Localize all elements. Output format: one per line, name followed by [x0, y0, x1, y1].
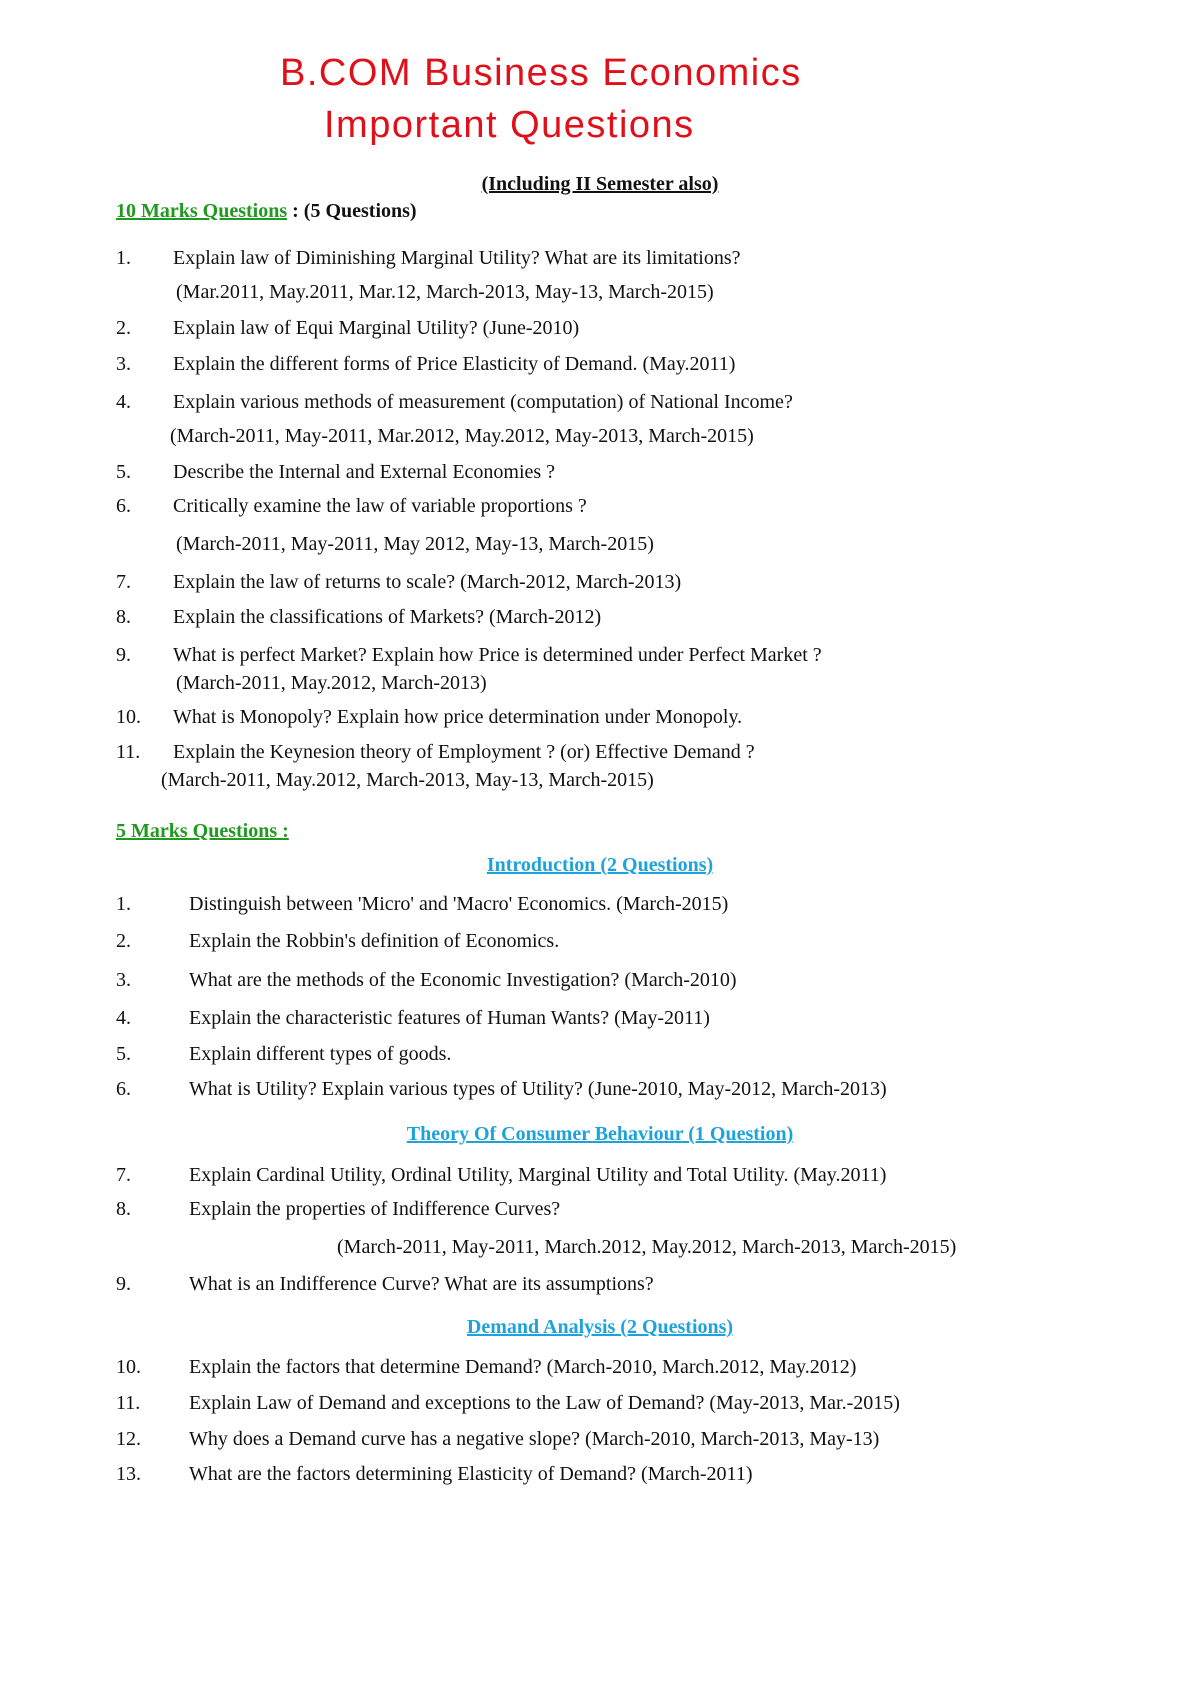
ten-marks-heading-suffix: : (5 Questions) — [287, 200, 417, 222]
question-dates: (Mar.2011, May.2011, Mar.12, March-2013, May-13, March-2015) — [176, 281, 714, 303]
question-number: 1. — [116, 247, 131, 269]
question-dates: (March-2011, May.2012, March-2013, May-13, March-2015) — [161, 769, 654, 791]
question-dates: (March-2011, May-2011, Mar.2012, May.2012, May-2013, March-2015) — [170, 425, 754, 447]
question-text: What is Utility? Explain various types of Utility? (June-2010, May-2012, March-2013) — [189, 1078, 887, 1100]
question-text: What is an Indifference Curve? What are its assumptions? — [189, 1273, 654, 1295]
question-text: Explain law of Equi Marginal Utility? (June-2010) — [173, 317, 580, 339]
question-number: 9. — [116, 1273, 131, 1295]
ten-marks-heading-row — [116, 199, 417, 223]
question-number: 7. — [116, 1164, 131, 1186]
question-text: Why does a Demand curve has a negative slope? (March-2010, March-2013, May-13) — [189, 1428, 880, 1450]
question-text: Explain the properties of Indifference Curves? — [189, 1198, 561, 1220]
question-number: 2. — [116, 317, 131, 339]
question-number: 4. — [116, 1007, 131, 1029]
question-text: Explain Law of Demand and exceptions to the Law of Demand? (May-2013, Mar.-2015) — [189, 1392, 900, 1414]
question-number: 3. — [116, 353, 131, 375]
five-marks-heading: 5 Marks Questions : — [116, 820, 289, 842]
question-number: 5. — [116, 461, 131, 483]
question-text: Explain different types of goods. — [189, 1043, 452, 1065]
question-text: Explain the classifications of Markets? (March-2012) — [173, 606, 602, 628]
question-text: Explain the characteristic features of Human Wants? (May-2011) — [189, 1007, 710, 1029]
question-number: 11. — [116, 741, 141, 763]
question-number: 3. — [116, 969, 131, 991]
question-number: 6. — [116, 1078, 131, 1100]
question-text: Explain the different forms of Price Elasticity of Demand. (May.2011) — [173, 353, 736, 375]
ten-marks-heading: 10 Marks Questions — [116, 200, 288, 222]
page-title-line1: B.COM Business Economics — [280, 52, 802, 94]
question-number: 12. — [116, 1428, 141, 1450]
question-text: What is Monopoly? Explain how price determination under Monopoly. — [173, 706, 743, 728]
question-number: 2. — [116, 930, 131, 952]
question-dates: (March-2011, May-2011, May 2012, May-13, March-2015) — [176, 533, 654, 555]
question-text: Explain law of Diminishing Marginal Utility? What are its limitations? — [173, 247, 741, 269]
question-number: 1. — [116, 893, 131, 915]
subtitle: (Including II Semester also) — [481, 173, 719, 195]
question-number: 6. — [116, 495, 131, 517]
question-number: 4. — [116, 391, 131, 413]
question-text: Explain the Keynesion theory of Employment ? (or) Effective Demand ? — [173, 741, 755, 763]
question-dates: (March-2011, May.2012, March-2013) — [176, 672, 487, 694]
question-text: What are the factors determining Elasticity of Demand? (March-2011) — [189, 1463, 753, 1485]
question-number: 13. — [116, 1463, 141, 1485]
question-text: Explain the law of returns to scale? (March-2012, March-2013) — [173, 571, 682, 593]
question-number: 7. — [116, 571, 131, 593]
question-number: 8. — [116, 606, 131, 628]
question-text: Explain the factors that determine Demand? (March-2010, March.2012, May.2012) — [189, 1356, 857, 1378]
question-dates: (March-2011, May-2011, March.2012, May.2012, March-2013, March-2015) — [337, 1236, 957, 1258]
question-text: Describe the Internal and External Economies ? — [173, 461, 556, 483]
section-heading-introduction: Introduction (2 Questions) — [486, 854, 714, 876]
question-number: 10. — [116, 1356, 141, 1378]
question-number: 11. — [116, 1392, 141, 1414]
section-heading-consumer-behaviour: Theory Of Consumer Behaviour (1 Question) — [406, 1123, 794, 1145]
question-text: Explain the Robbin's definition of Economics. — [189, 930, 560, 952]
question-number: 5. — [116, 1043, 131, 1065]
page-title-line2: Important Questions — [324, 104, 695, 146]
question-text: Critically examine the law of variable proportions ? — [173, 495, 587, 517]
question-number: 9. — [116, 644, 131, 666]
question-text: Explain various methods of measurement (computation) of National Income? — [173, 391, 793, 413]
question-text: What are the methods of the Economic Investigation? (March-2010) — [189, 969, 737, 991]
question-text: Explain Cardinal Utility, Ordinal Utility, Marginal Utility and Total Utility. (May.2011) — [189, 1164, 887, 1186]
question-number: 8. — [116, 1198, 131, 1220]
question-text: Distinguish between 'Micro' and 'Macro' Economics. (March-2015) — [189, 893, 729, 915]
section-heading-demand-analysis: Demand Analysis (2 Questions) — [466, 1316, 734, 1338]
question-number: 10. — [116, 706, 141, 728]
question-text: What is perfect Market? Explain how Price is determined under Perfect Market ? — [173, 644, 822, 666]
